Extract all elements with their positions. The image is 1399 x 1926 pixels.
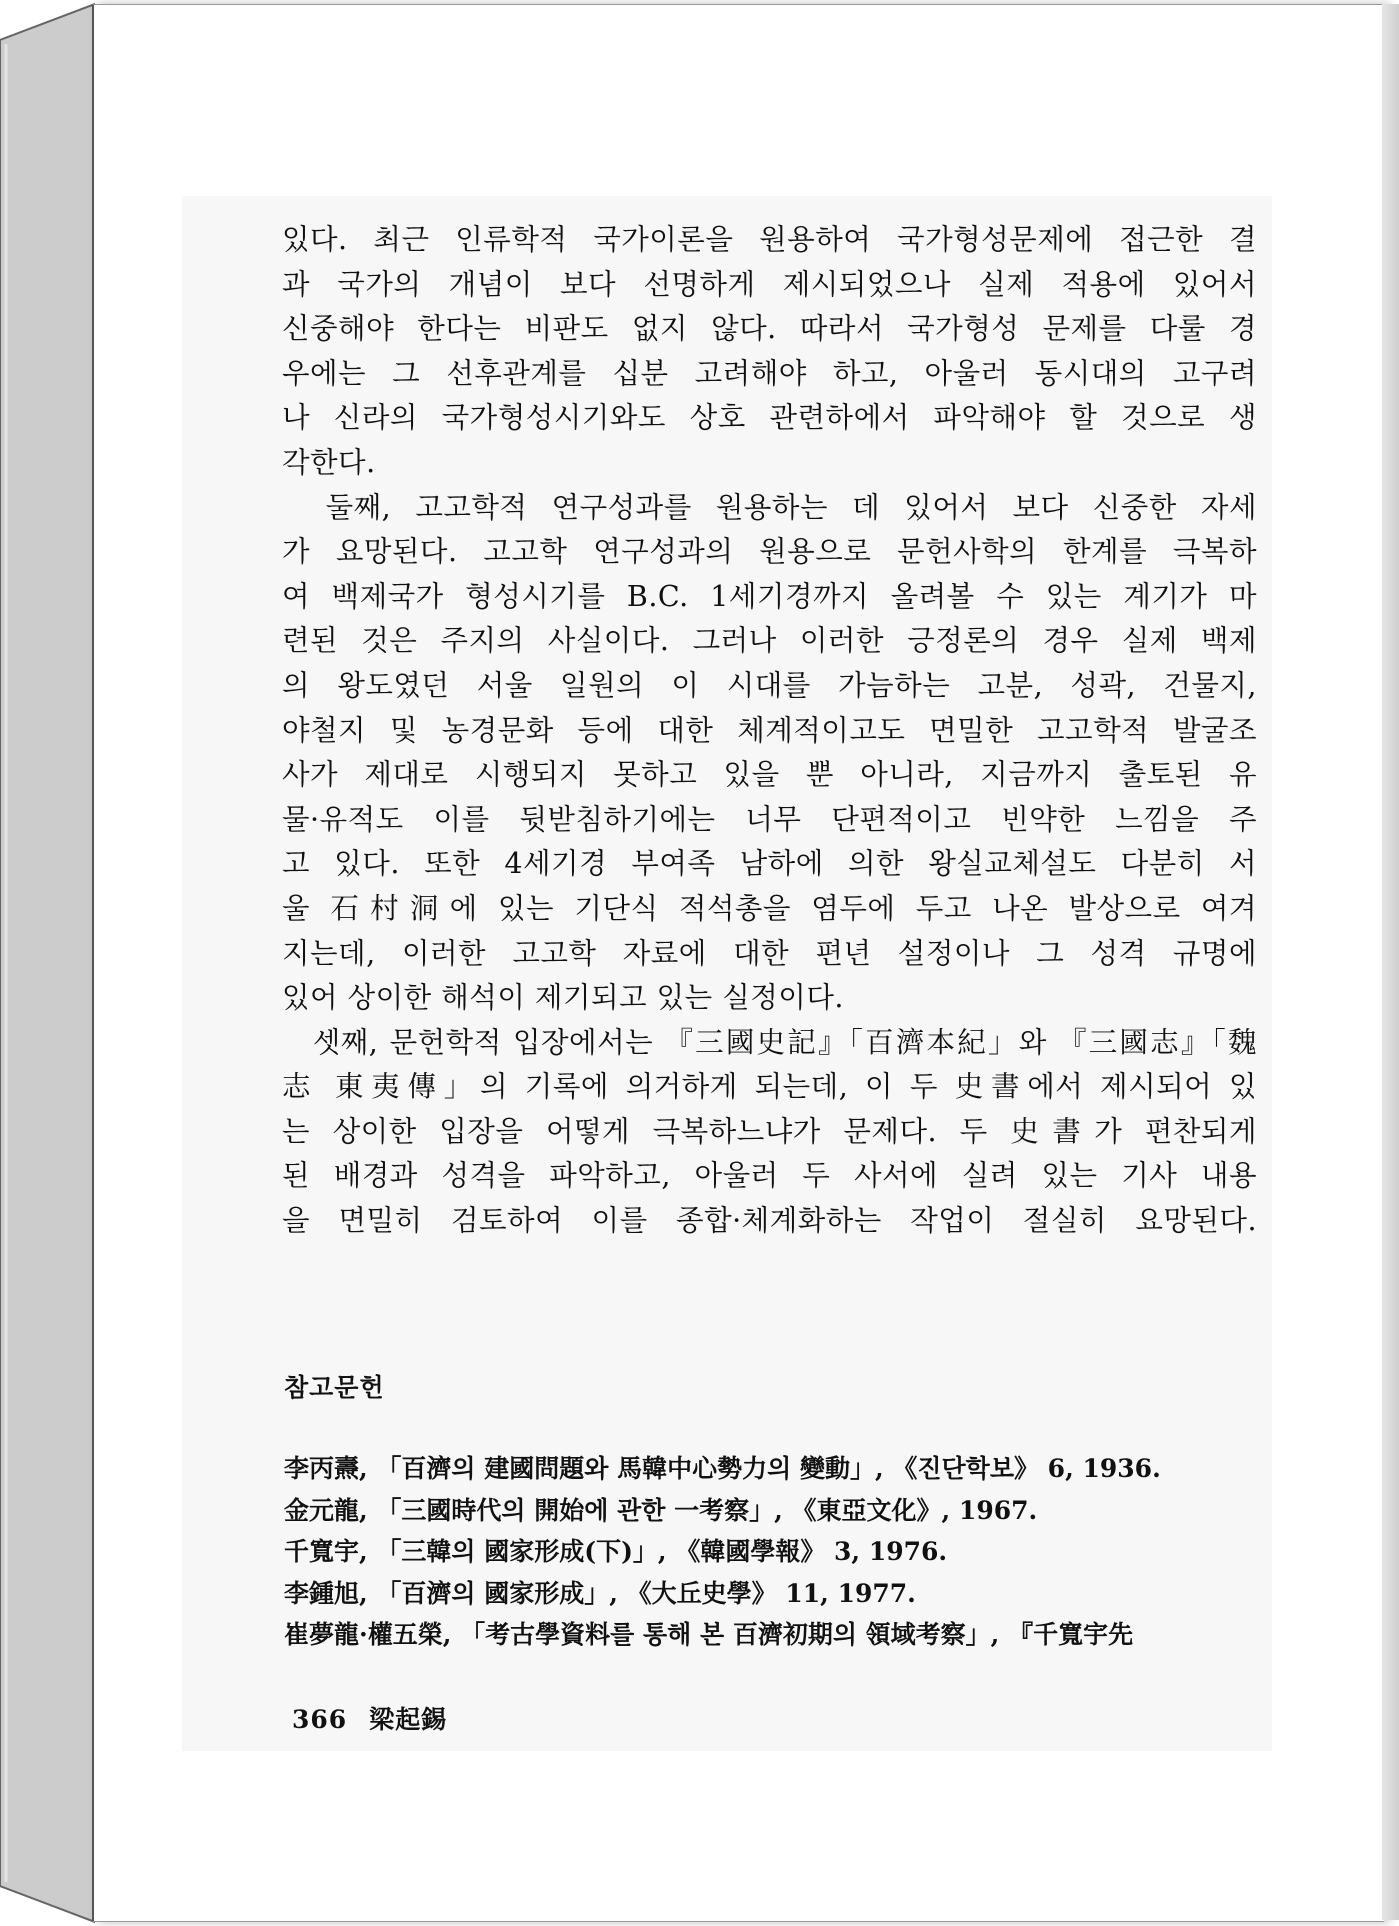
text-line: 우에는 그 선후관계를 십분 고려해야 하고, 아울러 동시대의 고구려 — [282, 356, 1257, 390]
reference-item: 崔夢龍·權五榮, 「考古學資料를 통해 본 百濟初期의 領域考察」, 『千寬宇先 — [284, 1620, 1134, 1649]
text-line: 가 요망된다. 고고학 연구성과의 원용으로 문헌사학의 한계를 극복하 — [282, 535, 1257, 569]
text-line: 志 東夷傳」의 기록에 의거하게 되는데, 이 두 史書에서 제시되어 있 — [282, 1070, 1257, 1104]
text-line: 지는데, 이러한 고고학 자료에 대한 편년 설정이나 그 성격 규명에 — [282, 936, 1257, 970]
reference-item: 千寬宇, 「三韓의 國家形成(下)」, 《韓國學報》 3, 1976. — [284, 1537, 948, 1566]
text-line: 있어 상이한 해석이 제기되고 있는 실정이다. — [282, 981, 844, 1015]
book-spine — [0, 0, 95, 1926]
text-line: 울 石村洞에 있는 기단식 적석총을 염두에 두고 나온 발상으로 여겨 — [282, 891, 1257, 925]
text-line: 물·유적도 이를 뒷받침하기에는 너무 단편적이고 빈약한 느낌을 주 — [282, 802, 1257, 836]
text-line: 고 있다. 또한 4세기경 부여족 남하에 의한 왕실교체설도 다분히 서 — [282, 847, 1257, 881]
text-line: 는 상이한 입장을 어떻게 극복하느냐가 문제다. 두 史書가 편찬되게 — [282, 1114, 1257, 1148]
text-line: 신중해야 한다는 비판도 없지 않다. 따라서 국가형성 문제를 다룰 경 — [282, 312, 1257, 346]
reference-item: 李丙燾, 「百濟의 建國問題와 馬韓中心勢力의 變動」, 《진단학보》 6, 1936. — [284, 1454, 1161, 1483]
text-line: 나 신라의 국가형성시기와도 상호 관련하에서 파악해야 할 것으로 생 — [282, 401, 1257, 435]
reference-list — [284, 1448, 1259, 1656]
text-line: 여 백제국가 형성시기를 B.C. 1세기경까지 올려볼 수 있는 계기가 마 — [282, 579, 1257, 613]
text-line: 련된 것은 주지의 사실이다. 그러나 이러한 긍정론의 경우 실제 백제 — [282, 624, 1257, 658]
page-footer — [292, 1700, 469, 1736]
body-paragraphs — [282, 218, 1257, 1244]
text-line: 과 국가의 개념이 보다 선명하게 제시되었으나 실제 적용에 있어서 — [282, 267, 1257, 301]
page-number: 366 — [292, 1705, 348, 1734]
reference-item: 金元龍, 「三國時代의 開始에 관한 一考察」, 《東亞文化》, 1967. — [284, 1495, 1038, 1525]
text-line: 각한다. — [282, 445, 376, 479]
page-edge — [1382, 4, 1399, 1920]
text-line: 된 배경과 성격을 파악하고, 아울러 두 사서에 실려 있는 기사 내용 — [282, 1159, 1257, 1193]
text-line: 의 왕도였던 서울 일원의 이 시대를 가늠하는 고분, 성곽, 건물지, — [282, 668, 1257, 702]
reference-item: 李鍾旭, 「百濟의 國家形成」, 《大丘史學》 11, 1977. — [284, 1578, 916, 1608]
references-heading: 참고문헌 — [284, 1373, 385, 1402]
text-line: 둘째, 고고학적 연구성과를 원용하는 데 있어서 보다 신중한 자세 — [282, 490, 1257, 524]
text-line: 야철지 및 농경문화 등에 대한 체계적이고도 면밀한 고고학적 발굴조 — [282, 713, 1257, 747]
text-line: 을 면밀히 검토하여 이를 종합·체계화하는 작업이 절실히 요망된다. — [282, 1204, 1257, 1238]
text-line: 사가 제대로 시행되지 못하고 있을 뿐 아니라, 지금까지 출토된 유 — [282, 758, 1257, 792]
running-author: 梁起錫 — [369, 1705, 448, 1734]
text-line: 셋째, 문헌학적 입장에서는 『三國史記』「百濟本紀」와 『三國志』「魏 — [282, 1025, 1257, 1059]
text-line: 있다. 최근 인류학적 국가이론을 원용하여 국가형성문제에 접근한 결 — [282, 223, 1257, 256]
